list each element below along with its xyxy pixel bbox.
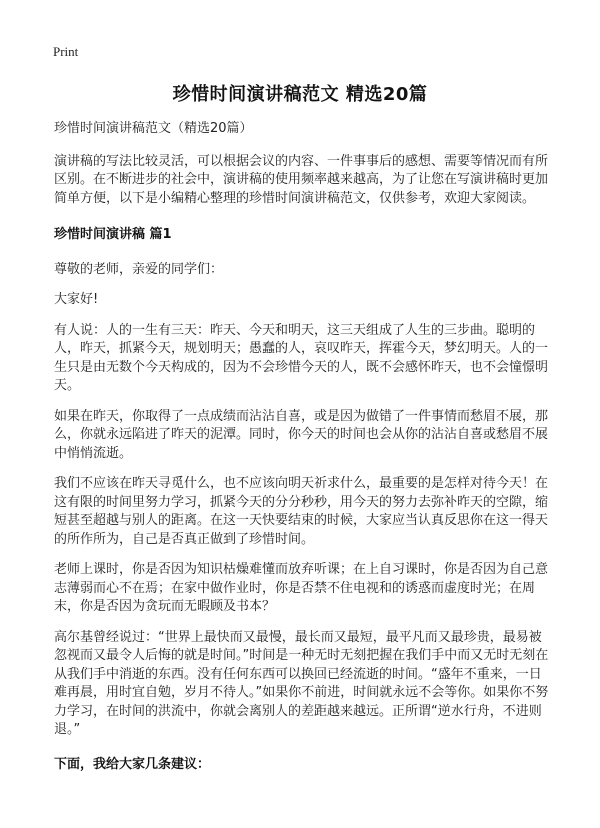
greeting-hello: 大家好! xyxy=(54,292,99,307)
intro-paragraph: 演讲稿的写法比较灵活，可以根据会议的内容、一件事事后的感想、需要等情况而有所区别。在不断进步的社会中，演讲稿的使用频率越来越高，为了让您在写演讲稿时更加简单方便，以下是小编精心整理的珍惜时间演讲稿范文，仅供参考，欢迎大家阅读。 xyxy=(54,153,549,206)
print-link[interactable]: Print xyxy=(53,44,79,59)
greeting-paragraph: 尊敬的老师，亲爱的同学们： xyxy=(54,261,224,277)
body-paragraph: 如果在昨天，你取得了一点成绩而沾沾自喜，或是因为做错了一件事情而愁眉不展，那么，你就永远陷进了昨天的泥潭。同时，你今天的时间也会从你的沾沾自喜或愁眉不展中悄悄流逝。 xyxy=(54,408,549,461)
body-paragraph: 老师上课时，你是否因为知识枯燥难懂而放弃听课；在上自习课时，你是否因为自己意志薄弱而心不在焉；在家中做作业时，你是否禁不住电视和的诱惑而虚度时光；在周末，你是否因为贪玩而无暇顾及书本？ xyxy=(54,562,549,614)
document-subtitle: 珍惜时间演讲稿范文（精选20篇） xyxy=(54,121,253,136)
body-paragraph: 有人说：人的一生有三天：昨天、今天和明天，这三天组成了人生的三步曲。聪明的人，昨天，抓紧今天，规划明天；愚蠢的人，哀叹昨天，挥霍今天，梦幻明天。人的一生只是由无数个今天构成的，因为不会珍惜今天的人，既不会感怀昨天，也不会憧憬明天。 xyxy=(54,322,549,393)
section-heading: 珍惜时间演讲稿 篇1 xyxy=(54,227,172,242)
suggestions-heading: 下面，我给大家几条建议： xyxy=(54,756,211,772)
body-paragraph: 我们不应该在昨天寻觅什么，也不应该向明天祈求什么，最重要的是怎样对待今天！在这有限的时间里努力学习，抓紧今天的分分秒秒，用今天的努力去弥补昨天的空隙，缩短甚至超越与别人的距离。在这一天快要结束的时候，大家应当认真反思你在这一得天的所作所为，自己是否真正做到了珍惜时间。 xyxy=(54,476,549,547)
body-paragraph: 高尔基曾经说过：“世界上最快而又最慢，最长而又最短，最平凡而又最珍贵，最易被忽视而又最令人后悔的就是时间。”时间是一种无时无刻把握在我们手中而又无时无刻在从我们手中消逝的东西。没有任何东西可以换回已经流逝的时间。“盛年不重来，一日难再晨，用时宜自勉，岁月不待人。”如果你不前进，时间就永远不会等你。如果你不努力学习，在时间的洪流中，你就会离别人的差距越来越远。正所谓“逆水行舟，不进则退。” xyxy=(54,629,549,737)
document-body xyxy=(54,120,554,786)
page-title: 珍惜时间演讲稿范文 精选20篇 xyxy=(172,84,428,105)
